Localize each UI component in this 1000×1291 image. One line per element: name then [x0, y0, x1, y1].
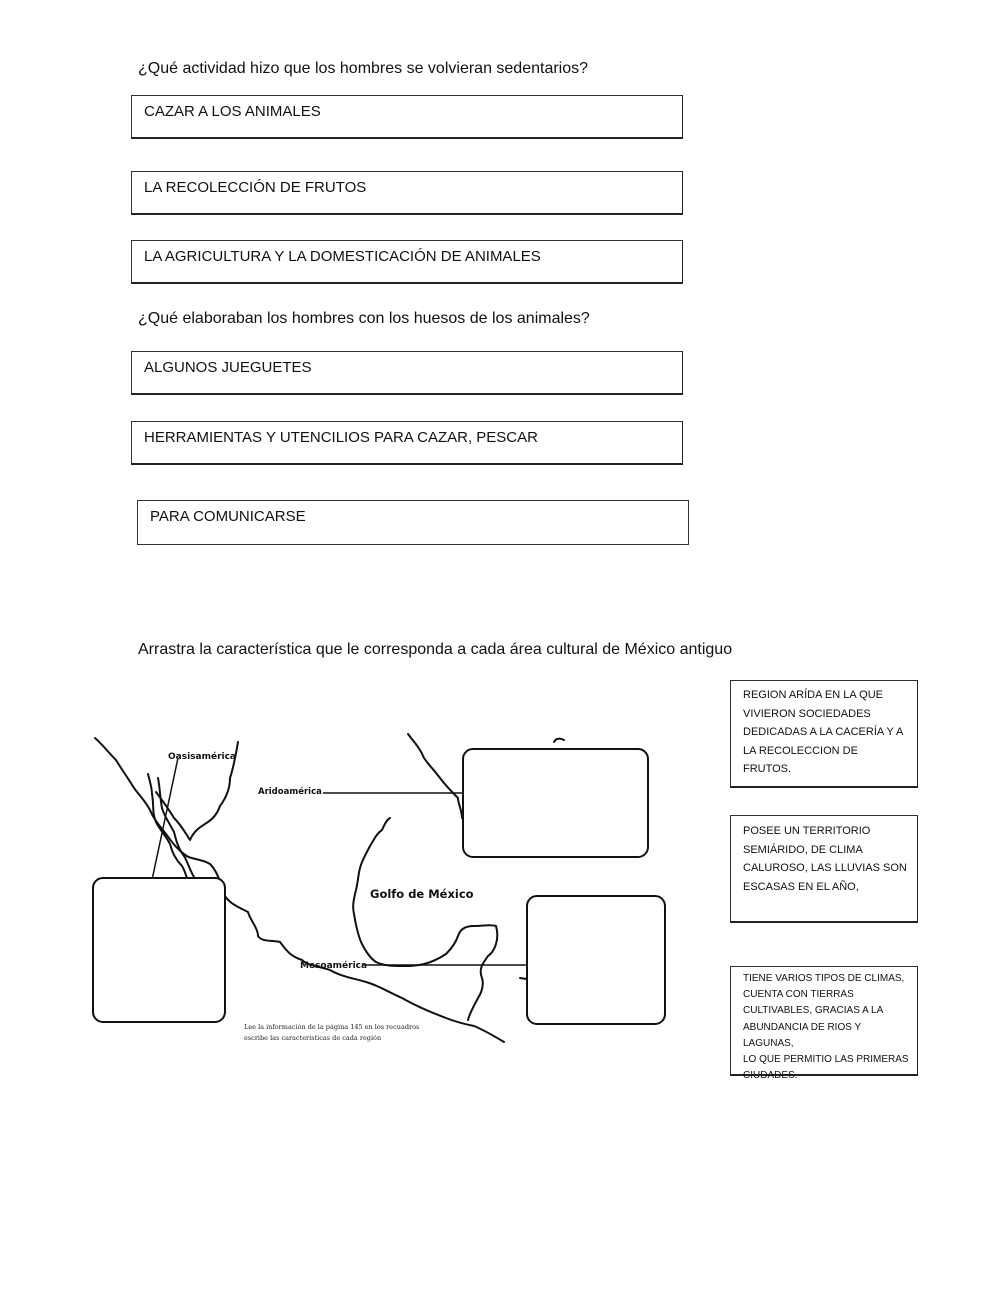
card-line: LA RECOLECCION DE FRUTOS. — [743, 744, 858, 775]
question-2-text: ¿Qué elaboraban los hombres con los huesos de los animales? — [138, 310, 590, 327]
florida-outline — [554, 739, 564, 742]
answer-option-comunicarse[interactable]: PARA COMUNICARSE — [137, 500, 689, 545]
answer-option-herramientas[interactable]: HERRAMIENTAS Y UTENCILIOS PARA CAZAR, PESCAR — [131, 421, 683, 465]
card-line: REGION ARÍDA EN LA QUE — [743, 689, 883, 701]
characteristic-card-aridoamerica[interactable] — [730, 680, 918, 788]
question-1-text: ¿Qué actividad hizo que los hombres se volvieran sedentarios? — [138, 60, 589, 77]
card-line: ABUNDANCIA DE RIOS Y LAGUNAS, — [743, 1021, 861, 1049]
answer-option-agricultura[interactable]: LA AGRICULTURA Y LA DOMESTICACIÓN DE ANIMALES — [131, 240, 683, 284]
card-line: CULTIVABLES, GRACIAS A LA — [743, 1005, 884, 1017]
card-line: ESCASAS EN EL AÑO, — [743, 880, 859, 893]
answer-option-recoleccion[interactable]: LA RECOLECCIÓN DE FRUTOS — [131, 171, 683, 215]
drop-zone-aridoamerica[interactable] — [463, 749, 648, 857]
card-line: DEDICADAS A LA CACERÍA Y A — [743, 726, 904, 738]
card-line: CIUDADES. — [743, 1070, 798, 1082]
answer-option-juguetes[interactable]: ALGUNOS JUEGUETES — [131, 351, 683, 395]
characteristic-card-mesoamerica[interactable] — [730, 966, 918, 1082]
map-note-line-2: escribe las características de cada región — [244, 1034, 382, 1042]
card-line: POSEE UN TERRITORIO — [743, 825, 871, 837]
golfo-de-mexico-label: Golfo de México — [370, 887, 474, 901]
oasisamerica-label: Oasisamérica — [168, 752, 237, 762]
map-note-line-1: Lee la información de la página 145 en los recuadros — [244, 1023, 420, 1031]
gulf-coast-outline — [408, 734, 462, 818]
drop-zone-oasisamerica[interactable] — [93, 878, 225, 1022]
characteristic-card-oasisamerica[interactable] — [730, 815, 918, 923]
card-line: TIENE VARIOS TIPOS DE CLIMAS, — [743, 973, 905, 984]
card-line: CUENTA CON TIERRAS — [743, 989, 854, 1001]
card-line: VIVIERON SOCIEDADES — [743, 707, 871, 720]
aridoamerica-label: Aridoamérica — [258, 787, 322, 797]
drop-zone-mesoamerica[interactable] — [527, 896, 665, 1024]
card-line: CALUROSO, LAS LLUVIAS SON — [743, 862, 907, 874]
card-line: LO QUE PERMITIO LAS PRIMERAS — [743, 1054, 909, 1066]
activity-instruction: Arrastra la característica que le corresponda a cada área cultural de México antiguo — [138, 641, 733, 658]
answer-option-cazar[interactable]: CAZAR A LOS ANIMALES — [131, 95, 683, 139]
mexico-map — [90, 730, 690, 1055]
mesoamerica-label: Mesoamérica — [300, 961, 368, 971]
card-line: SEMIÁRIDO, DE CLIMA — [743, 843, 863, 856]
